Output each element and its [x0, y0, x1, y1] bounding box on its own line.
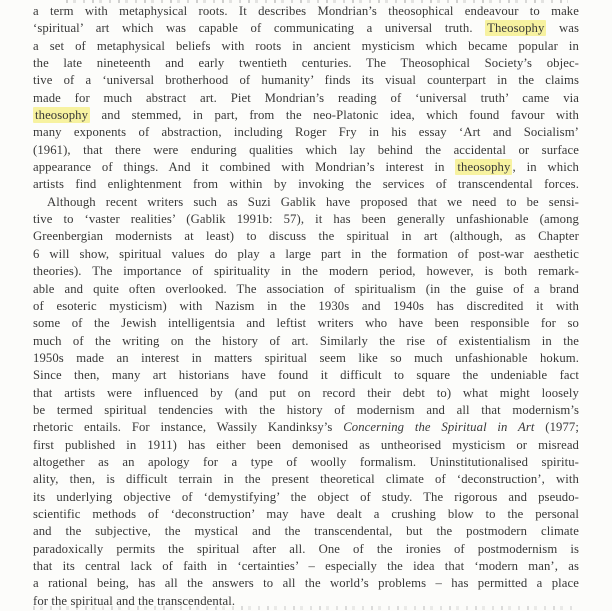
text-segment: 6 will show, spiritual values do play a large part in the formation of post-war aesthetic [33, 246, 579, 261]
text-segment: some of the Jewish intelligentsia and leftist writers who have been responsible for so [33, 316, 579, 331]
text-segment: and stemmed, in part, from the neo-Platonic idea, which found favour with [90, 108, 579, 123]
text-line [33, 159, 579, 176]
text-segment: altogether as an apology for a type of woolly formalism. Uninstitutionalised spiritu- [33, 454, 579, 469]
text-line [33, 385, 579, 402]
text-segment: able and quite often overlooked. The association of spiritualism (in the guise of a brand [33, 281, 579, 296]
text-line [33, 246, 579, 263]
text-segment: many exponents of abstraction, including Roger Fry in his essay ‘Art and Socialism’ [33, 125, 579, 140]
text-line [33, 281, 579, 298]
text-line [33, 489, 579, 506]
text-line [33, 3, 579, 20]
text-line [33, 454, 579, 471]
text-line [33, 107, 579, 124]
text-segment: tive to ‘vaster realities’ (Gablik 1991b: 57), it has been generally unfashionable (among [33, 212, 579, 227]
text-segment: that its central lack of faith in ‘certainties’ – especially the idea that ‘modern man’, as [33, 559, 579, 573]
text-line [33, 315, 579, 332]
text-line [33, 298, 579, 315]
page-text [33, 3, 579, 610]
text-segment: much of the writing on the history of art. Similarly the rise of existentialism in the [33, 333, 579, 348]
text-segment: (1977; [534, 420, 579, 435]
text-segment: for the spiritual and the transcendental. [33, 593, 236, 608]
text-line [33, 419, 579, 436]
text-line [33, 437, 579, 454]
text-segment: theories). The importance of spirituality in the modern period, however, is both remark- [33, 264, 579, 279]
text-segment: ality, then, is difficult terrain in the present theoretical climate of ‘deconstruction’, with [33, 472, 579, 487]
text-segment: appearance of things. And it combined with Mondrian’s interest in [33, 160, 456, 175]
text-line [33, 367, 579, 384]
text-segment: be termed spiritual tendencies with the history of modernism and all that modernism’s [33, 402, 579, 417]
text-segment: Greenbergian modernists at least) to discuss the spiritual in art (although, as Chapter [33, 229, 579, 244]
text-segment: , in which [512, 160, 579, 175]
text-line [33, 471, 579, 488]
text-line [33, 402, 579, 419]
text-line [33, 38, 579, 55]
text-line [33, 20, 579, 37]
text-line [33, 55, 579, 72]
text-line [33, 558, 579, 575]
text-line [33, 263, 579, 280]
text-segment: the late nineteenth and early twentieth centuries. The Theosophical Society’s objec- [33, 56, 579, 71]
text-line [33, 142, 579, 159]
text-line [33, 333, 579, 350]
text-segment: a set of metaphysical beliefs with roots in ancient mysticism which became popular in [33, 38, 579, 53]
text-segment: made for much abstract art. Piet Mondrian’s reading of ‘universal truth’ came via [33, 90, 579, 105]
text-line [33, 228, 579, 245]
text-line [33, 575, 579, 592]
highlighted-term: theosophy [457, 160, 511, 175]
text-line [33, 176, 579, 193]
text-segment: rhetoric entails. For instance, Wassily Kandinksy’s [33, 420, 344, 435]
text-segment: Since then, many art historians have found it difficult to square the undeniable fact [33, 368, 579, 383]
text-line [33, 541, 579, 558]
text-line [33, 211, 579, 228]
text-segment: of esoteric mysticism) with Nazism in the 1930s and 1940s has discredited it with [33, 298, 579, 313]
text-segment: first published in 1911) has either been demonised as untheorised mysticism or misread [33, 437, 579, 452]
text-segment: (1961), that there were enduring qualities which lay behind the accidental or surface [33, 142, 579, 157]
text-segment: ‘spiritual’ art which was capable of communicating a universal truth. [33, 21, 486, 36]
cropped-line-bottom [33, 606, 576, 610]
text-line [33, 506, 579, 523]
text-line [33, 194, 579, 211]
italic-book-title: Concerning the Spiritual in Art [343, 420, 535, 435]
text-segment: that artists were influenced by (and put on record their debt to) what might loosely [33, 385, 579, 400]
text-segment: paradoxically permits the spiritual after all. One of the ironies of postmodernism is [33, 541, 579, 556]
text-segment: Although recent writers such as Suzi Gablik have proposed that we need to be sensi- [47, 194, 579, 209]
text-segment: a rational being, has all the answers to all the world’s problems – has permitted a place [33, 576, 579, 591]
highlighted-term: theosophy [35, 108, 89, 123]
text-segment: its underlying objective of ‘demystifying’ the object of study. The rigorous and pseudo- [33, 489, 579, 504]
text-segment: scientific methods of ‘deconstruction’ may have dealt a crushing blow to the personal [33, 506, 579, 521]
text-line [33, 90, 579, 107]
text-segment: a term with metaphysical roots. It describes Mondrian’s theosophical endeavour to make [33, 4, 579, 18]
text-line [33, 124, 579, 141]
text-line [33, 72, 579, 89]
text-segment: tive of a ‘universal brotherhood of humanity’ finds its visual counterpart in the claims [33, 73, 579, 88]
text-line [33, 350, 579, 367]
text-segment: and the subjective, the mystical and the transcendental, but the postmodern climate [33, 524, 579, 539]
highlighted-term: Theosophy [487, 21, 545, 36]
text-line [33, 523, 579, 540]
text-segment: artists find enlightenment from within by invoking the services of transcendental forces. [33, 177, 579, 192]
text-segment: was [546, 21, 579, 36]
text-segment: 1950s made an interest in matters spiritual seem like so much unfashionable hokum. [33, 350, 579, 365]
